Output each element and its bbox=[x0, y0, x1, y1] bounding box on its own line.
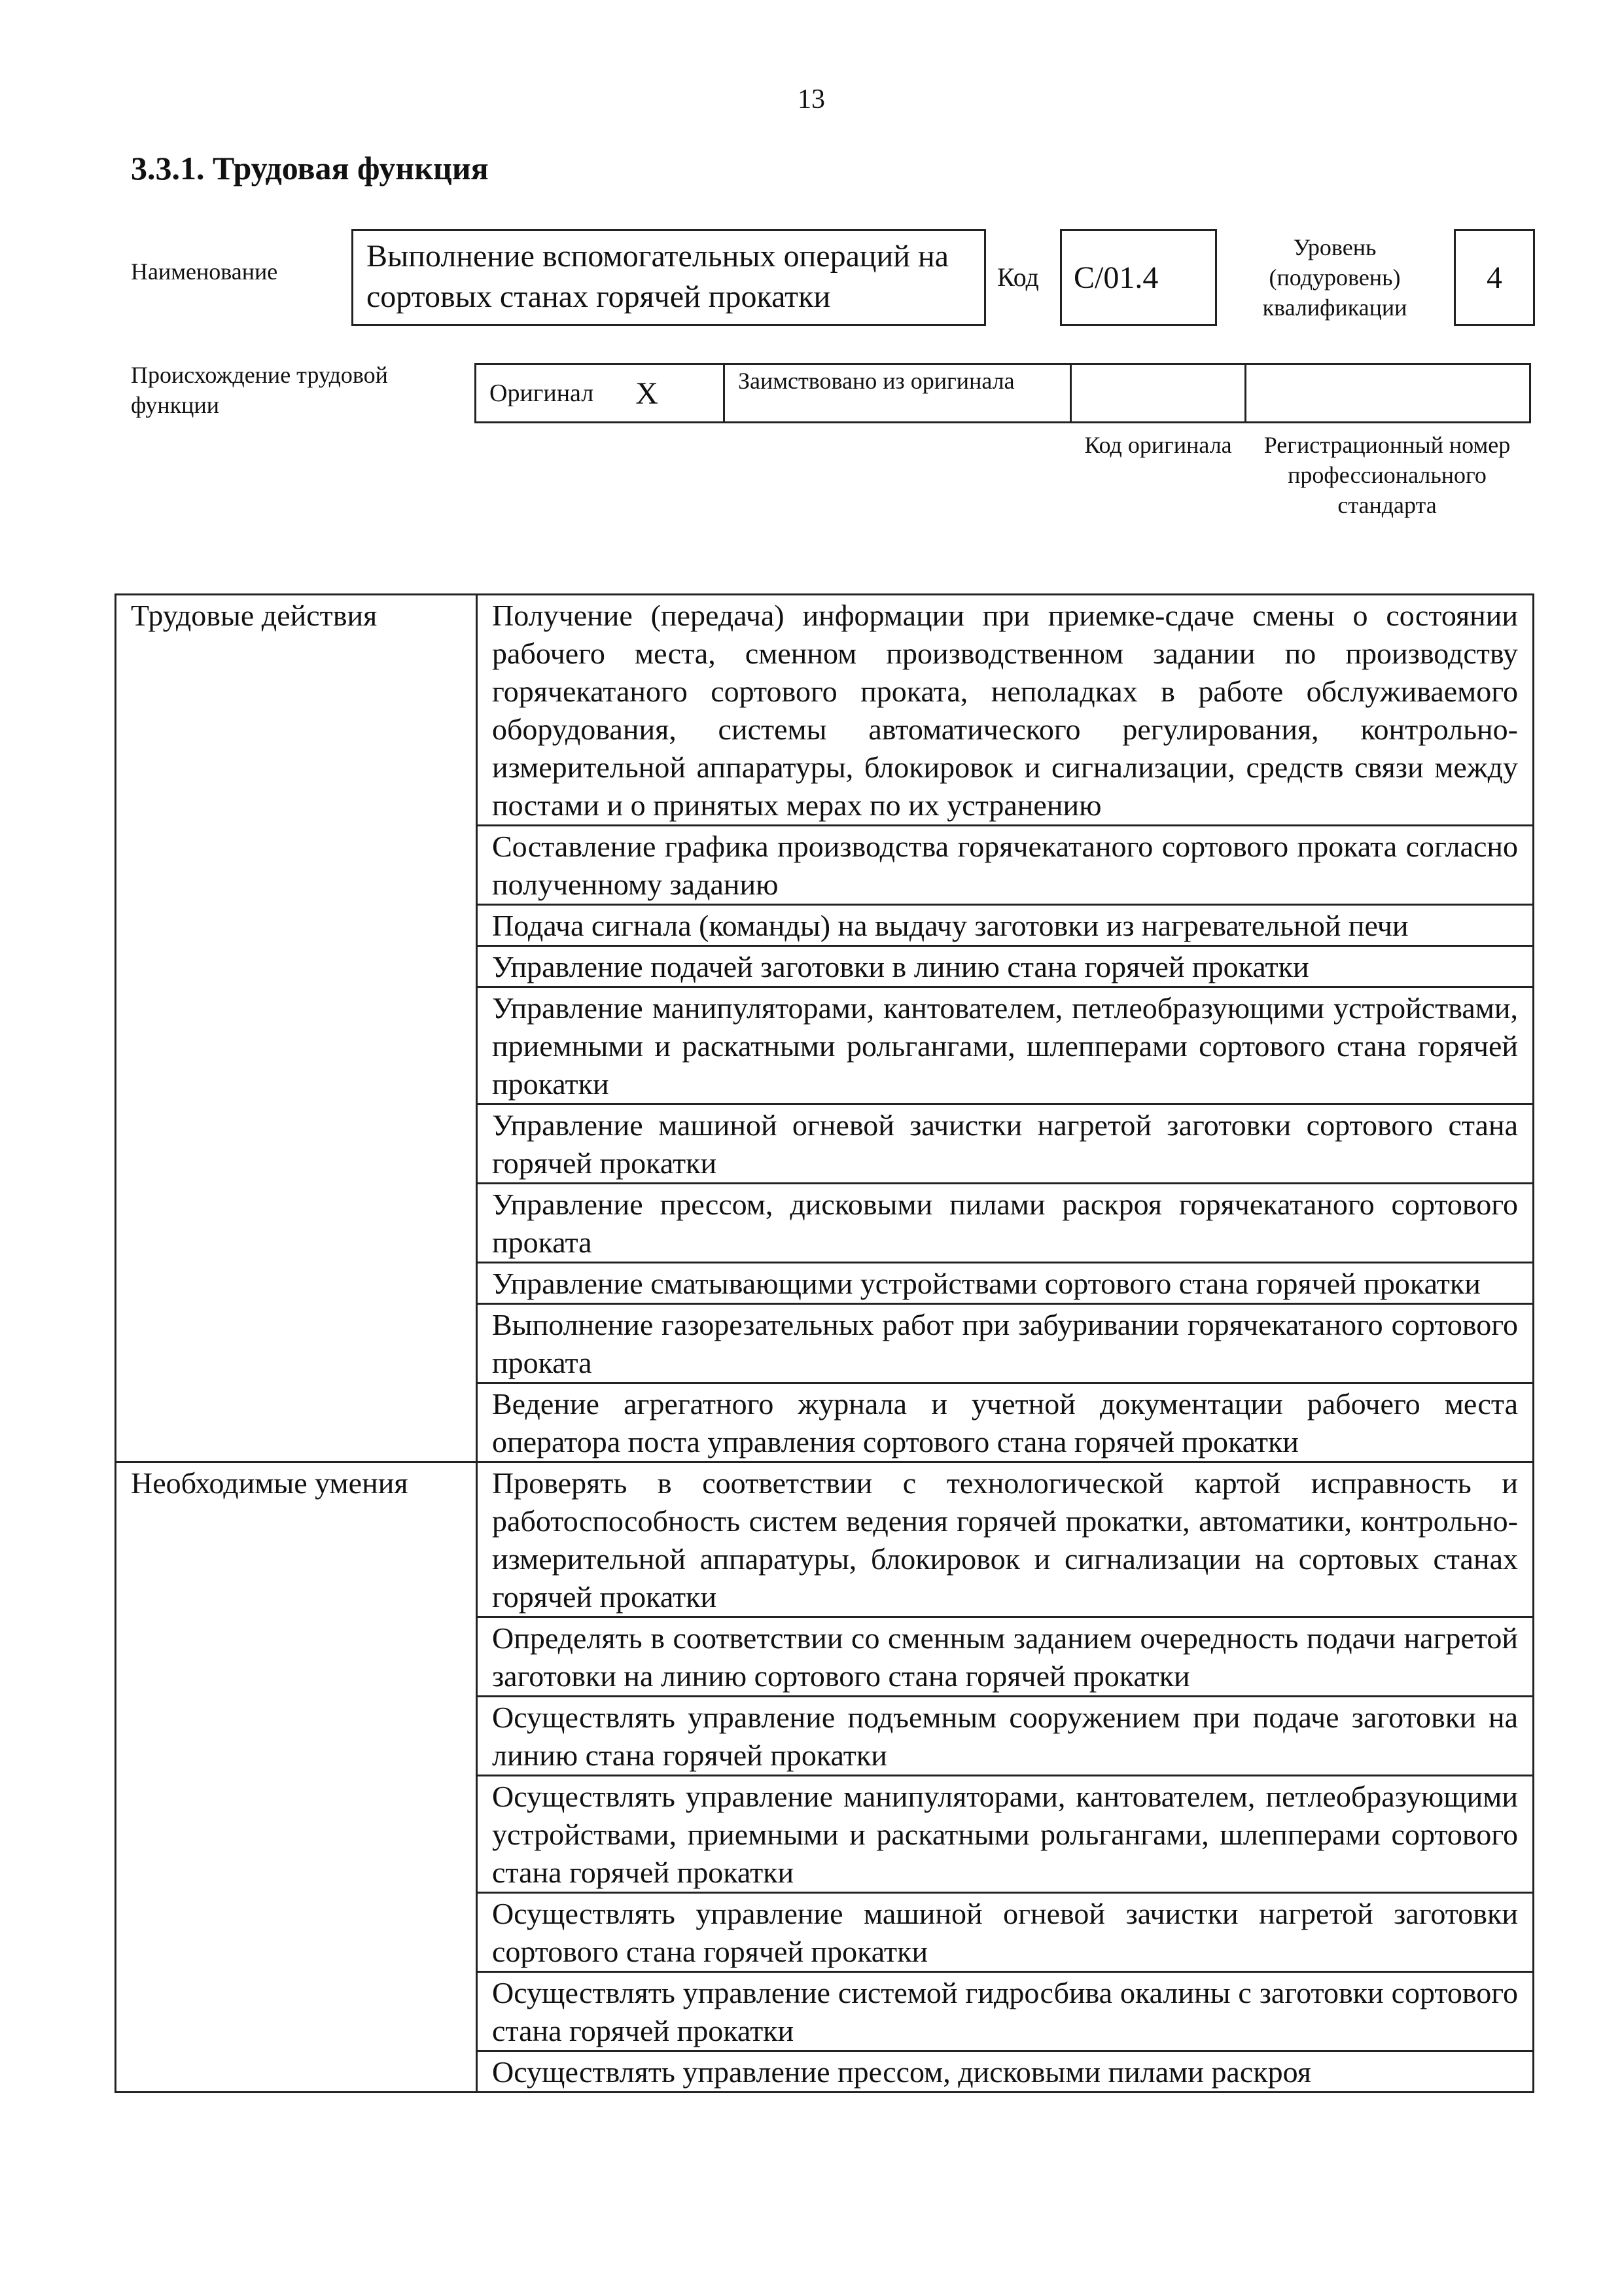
required-skills-row bbox=[116, 1462, 1534, 1617]
original-mark: Х bbox=[635, 376, 658, 411]
labor-actions-item: Ведение агрегатного журнала и учетной документации рабочего места оператора поста управления сортового стана горячей прокатки bbox=[477, 1383, 1534, 1462]
borrowed-cell: Заимствовано из оригинала bbox=[725, 365, 1072, 421]
required-skills-item: Проверять в соответствии с технологической картой исправность и работоспособность систем ведения горячей прокатки, автоматики, контрольно-измерительной аппаратуры, блокировок и сигнализации на сортовых станах горячей прокатки bbox=[477, 1462, 1534, 1617]
required-skills-item: Осуществлять управление подъемным сооружением при подаче заготовки на линию стана горячей прокатки bbox=[477, 1697, 1534, 1776]
page-number: 13 bbox=[798, 84, 825, 115]
name-label: Наименование bbox=[131, 258, 278, 285]
labor-actions-item: Получение (передача) информации при приемке-сдаче смены о состоянии рабочего места, сменном производственном задании по производству горячекатаного сортового проката, неполадках в работе обслуживаемого оборудования, системы автоматического регулирования, контрольно-измерительной аппаратуры, блокировок и сигнализации, средств связи между постами и о принятых мерах по их устранению bbox=[477, 595, 1534, 826]
labor-actions-item: Управление подачей заготовки в линию стана горячей прокатки bbox=[477, 946, 1534, 987]
labor-actions-item: Управление машиной огневой зачистки нагретой заготовки сортового стана горячей прокатки bbox=[477, 1104, 1534, 1184]
original-code-cell bbox=[1072, 365, 1246, 421]
labor-actions-label: Трудовые действия bbox=[116, 595, 477, 1462]
required-skills-item: Осуществлять управление манипуляторами, кантователем, петлеобразующими устройствами, приемными и раскатными рольгангами, шлепперами сортового стана горячей прокатки bbox=[477, 1776, 1534, 1893]
required-skills-label: Необходимые умения bbox=[116, 1462, 477, 2093]
labor-actions-item: Управление прессом, дисковыми пилами раскроя горячекатаного сортового проката bbox=[477, 1184, 1534, 1263]
code-label: Код bbox=[997, 262, 1039, 292]
required-skills-item: Определять в соответствии со сменным заданием очередность подачи нагретой заготовки на линию сортового стана горячей прокатки bbox=[477, 1617, 1534, 1697]
origin-label: Происхождение трудовой функции bbox=[131, 362, 388, 418]
reg-number-label: Регистрационный номер профессионального стандарта bbox=[1263, 432, 1511, 518]
origin-row bbox=[474, 363, 1531, 423]
required-skills-item: Осуществлять управление системой гидросбива окалины с заготовки сортового стана горячей прокатки bbox=[477, 1972, 1534, 2051]
original-label: Оригинал bbox=[489, 380, 594, 407]
qualification-level-box: 4 bbox=[1454, 229, 1535, 326]
labor-actions-item: Управление сматывающими устройствами сортового стана горячей прокатки bbox=[477, 1263, 1534, 1304]
qualification-level-label: Уровень (подуровень) квалификации bbox=[1262, 234, 1407, 321]
labor-actions-item: Выполнение газорезательных работ при забуривании горячекатаного сортового проката bbox=[477, 1304, 1534, 1383]
section-title: 3.3.1. Трудовая функция bbox=[131, 150, 489, 186]
labor-actions-item: Подача сигнала (команды) на выдачу заготовки из нагревательной печи bbox=[477, 905, 1534, 946]
labor-actions-item: Составление графика производства горячекатаного сортового проката согласно полученному заданию bbox=[477, 826, 1534, 905]
labor-actions-item: Управление манипуляторами, кантователем, петлеобразующими устройствами, приемными и раскатными рольгангами, шлепперами сортового стана горячей прокатки bbox=[477, 987, 1534, 1104]
code-original-label: Код оригинала bbox=[1084, 432, 1232, 458]
required-skills-item: Осуществлять управление машиной огневой зачистки нагретой заготовки сортового стана горячей прокатки bbox=[477, 1893, 1534, 1972]
function-table bbox=[115, 593, 1534, 2093]
labor-actions-row bbox=[116, 595, 1534, 826]
original-cell bbox=[476, 365, 725, 421]
function-name-box: Выполнение вспомогательных операций на сортовых станах горячей прокатки bbox=[351, 229, 986, 326]
required-skills-item: Осуществлять управление прессом, дисковыми пилами раскроя bbox=[477, 2051, 1534, 2093]
code-box: С/01.4 bbox=[1060, 229, 1217, 326]
reg-number-cell bbox=[1246, 365, 1529, 421]
